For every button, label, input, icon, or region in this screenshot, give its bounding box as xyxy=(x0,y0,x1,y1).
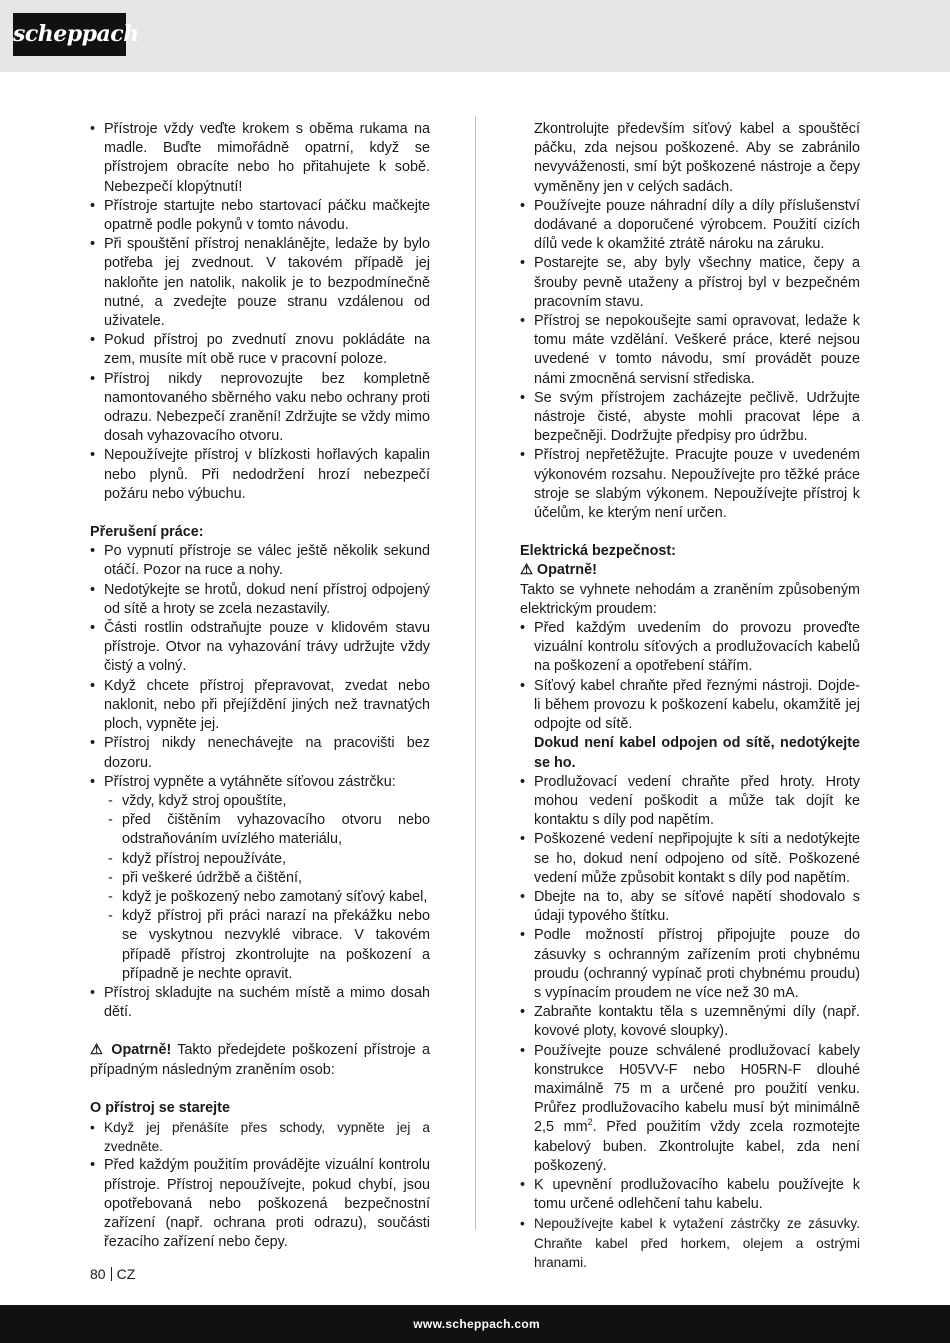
list-item: • Používejte pouze náhradní díly a díly příslušenství dodávané a doporučené výrobcem. Použití cizích dílů vede k okamžité ztrátě nároku na záruku. xyxy=(520,197,860,255)
list-item: • Pokud přístroj po zvednutí znovu pokládáte na zem, musíte mít obě ruce v pracovní poloze. xyxy=(90,331,430,369)
page-number xyxy=(90,1266,135,1282)
sub-list-item: - když přístroj při práci narazí na překážku nebo se vyskytnou nezvyklé vibrace. V takovém případě přístroj zkontrolujte na poškození a případně je nechte opravit. xyxy=(90,907,430,984)
left-column xyxy=(90,120,430,1252)
care-list-continued xyxy=(520,197,860,523)
list-item: • Přístroj vypněte a vytáhněte síťovou zástrčku: xyxy=(90,773,430,792)
caution-label: ⚠ Opatrně! xyxy=(90,1042,172,1059)
list-item: • Přístroj nepřetěžujte. Pracujte pouze v uvedeném výkonovém rozsahu. Nepoužívejte pro těžké práce stroje se slabým výkonem. Nepoužívejte přístroj k účelům, ke kterým není určen. xyxy=(520,446,860,523)
sub-list-item: - před čištěním vyhazovacího otvoru nebo odstraňováním uvízlého materiálu, xyxy=(90,811,430,849)
electrical-bold-note: Dokud není kabel odpojen od sítě, nedotýkejte se ho. xyxy=(534,735,860,771)
sub-list-item: - když je poškozený nebo zamotaný síťový kabel, xyxy=(90,888,430,907)
website-link[interactable]: www.scheppach.com xyxy=(413,1317,540,1331)
extension-cable-item xyxy=(520,1042,860,1176)
list-item: • Se svým přístrojem zacházejte pečlivě. Udržujte nástroje čisté, abyste mohli pracovat lépe a bezpečněji. Dodržujte předpisy pro údržbu. xyxy=(520,389,860,447)
list-item: • Před každým použitím provádějte vizuální kontrolu přístroje. Přístroj nepoužívejte, pokud chybí, jsou opotřebovaná nebo poškozená bezpečnostní zařízení (např. ochrana proti odrazu), součásti řezacího zařízení nebo čepy. xyxy=(90,1156,430,1252)
list-item: • Síťový kabel chraňte před řeznými nástroji. Dojde-li během provozu k poškození kabelu, okamžitě jej odpojte od sítě. xyxy=(520,677,860,735)
scheppach-logo xyxy=(13,13,139,56)
electrical-heading: Elektrická bezpečnost: xyxy=(520,543,676,560)
unplug-sub-list xyxy=(90,792,430,984)
list-item: • Přístroj nikdy nenechávejte na pracovišti bez dozoru. xyxy=(90,734,430,772)
sub-list-item: - když přístroj nepoužíváte, xyxy=(90,850,430,869)
superscript-two: 2 xyxy=(587,1117,593,1128)
list-item: • Před každým uvedením do provozu proveďte vizuální kontrolu síťových a prodlužovacích kabelů na poškození a opotřebení stářím. xyxy=(520,619,860,677)
list-item: • K upevnění prodlužovacího kabelu používejte k tomu určené odlehčení tahu kabelu. xyxy=(520,1176,860,1214)
page-number-value: 80 xyxy=(90,1266,106,1282)
list-item: • Přístroj skladujte na suchém místě a mimo dosah dětí. xyxy=(90,984,430,1022)
caution-paragraph xyxy=(90,1041,430,1079)
list-item: • Nedotýkejte se hrotů, dokud není přístroj odpojený od sítě a hroty se zcela nezastavily. xyxy=(90,581,430,619)
column-divider xyxy=(475,116,476,1230)
list-item: • Nepoužívejte kabel k vytažení zástrčky ze zásuvky. Chraňte kabel před horkem, olejem a ostrými hranami. xyxy=(520,1214,860,1272)
list-item: • Přístroje vždy veďte krokem s oběma rukama na madle. Buďte mimořádně opatrní, když se přístrojem obracíte nebo ho přitahujete k sobě. Nebezpečí klopýtnutí! xyxy=(90,120,430,197)
care-heading: O přístroj se starejte xyxy=(90,1099,230,1116)
page-header xyxy=(0,0,950,72)
sub-list-item: - vždy, když stroj opouštíte, xyxy=(90,792,430,811)
care-list xyxy=(90,1118,430,1252)
list-item: • Přístroj se nepokoušejte sami opravovat, ledaže k tomu máte vzdělání. Veškeré práce, které nejsou uvedené v tomto návodu, smí provádět pouze námi zmocněná servisní střediska. xyxy=(520,312,860,389)
electrical-list-a xyxy=(520,619,860,734)
list-item: • Prodlužovací vedení chraňte před hroty. Hroty mohou vedení poškodit a může tak dojít ke kontaktu s díly pod napětím. xyxy=(520,773,860,831)
interruption-list xyxy=(90,542,430,792)
list-item: • Když chcete přístroj přepravovat, zvedat nebo naklonit, nebo při přejíždění jiných než travnatých ploch, vypněte jej. xyxy=(90,677,430,735)
care-continuation: Zkontrolujte především síťový kabel a spouštěcí páčku, zda nejsou poškozené. Aby se zabránilo nevyváženosti, smí být poškozené nástroje a čepy vyměněny jen v celých sadách. xyxy=(534,121,860,195)
intro-list xyxy=(90,120,430,504)
page-footer xyxy=(0,1305,950,1343)
list-item: • Přístroj nikdy neprovozujte bez kompletně namontovaného sběrného vaku nebo ochrany proti odrazu. Nebezpečí zranění! Zdržujte se vždy mimo dosah vyhazovacího otvoru. xyxy=(90,370,430,447)
list-item: • Dbejte na to, aby se síťové napětí shodovalo s údaji typového štítku. xyxy=(520,888,860,926)
sub-list-item: - při veškeré údržbě a čištění, xyxy=(90,869,430,888)
list-item: • Po vypnutí přístroje se válec ještě několik sekund otáčí. Pozor na ruce a nohy. xyxy=(90,542,430,580)
list-item: • Přístroje startujte nebo startovací páčku mačkejte opatrně podle pokynů v tomto návodu. xyxy=(90,197,430,235)
list-item: • Poškozené vedení nepřipojujte k síti a nedotýkejte se ho, dokud není odpojeno od sítě. Poškozené vedení může způsobit kontakt s díly pod napětím. xyxy=(520,830,860,888)
list-item: • Části rostlin odstraňujte pouze v klidovém stavu přístroje. Otvor na vyhazování trávy udržujte vždy čistý a volný. xyxy=(90,619,430,677)
list-item: • Zabraňte kontaktu těla s uzemněnými díly (např. kovové ploty, kovové sloupky). xyxy=(520,1003,860,1041)
brand-name: scheppach xyxy=(13,21,139,47)
list-item: • Podle možností přístroj připojujte pouze do zásuvky s ochranným zařízením proti chybnému proudu (ochranný vypínač proti chybnému proudu) s vypínacím proudem ne více než 30 mA. xyxy=(520,926,860,1003)
extension-cable-tail: . Před použitím vždy zcela rozmotejte kabelový buben. Zkontrolujte kabel, zda není poškozený. xyxy=(534,1119,860,1174)
interruption-heading: Přerušení práce: xyxy=(90,524,204,541)
electrical-intro: Takto se vyhnete nehodám a zraněním způsobeným elektrickým proudem: xyxy=(520,581,860,617)
page-number-separator xyxy=(111,1267,112,1281)
electrical-warning: ⚠ Opatrně! xyxy=(520,562,597,579)
caution-text: Takto předejdete poškození přístroje a případným následným zraněním osob: xyxy=(90,1042,430,1078)
list-item: • Při spouštění přístroj nenaklánějte, ledaže by bylo potřeba jej zvednout. V takovém případě jej nakloňte jen natolik, nakolik je to bezpodmínečně nutné, a zvedejte pouze stranu vzdálenou od uživatele. xyxy=(90,235,430,331)
extension-cable-text: Používejte pouze schválené prodlužovací kabely konstrukce H05VV-F nebo H05RN-F dlouhé maximálně 75 m a určené pro použití venku. Průřez prodlužovacího kabelu musí být minimálně 2,5 mm xyxy=(534,1042,860,1136)
list-item: • Postarejte se, aby byly všechny matice, čepy a šrouby pevně utaženy a přístroj byl v bezpečném pracovním stavu. xyxy=(520,254,860,312)
electrical-list-b xyxy=(520,773,860,1272)
language-code: CZ xyxy=(116,1266,136,1282)
right-column xyxy=(520,120,860,1272)
list-item: • Když jej přenášíte přes schody, vypněte jej a zvedněte. xyxy=(90,1118,430,1156)
list-item: • Nepoužívejte přístroj v blízkosti hořlavých kapalin nebo plynů. Při nedodržení hrozí nebezpečí požáru nebo výbuchu. xyxy=(90,446,430,504)
storage-list xyxy=(90,984,430,1022)
